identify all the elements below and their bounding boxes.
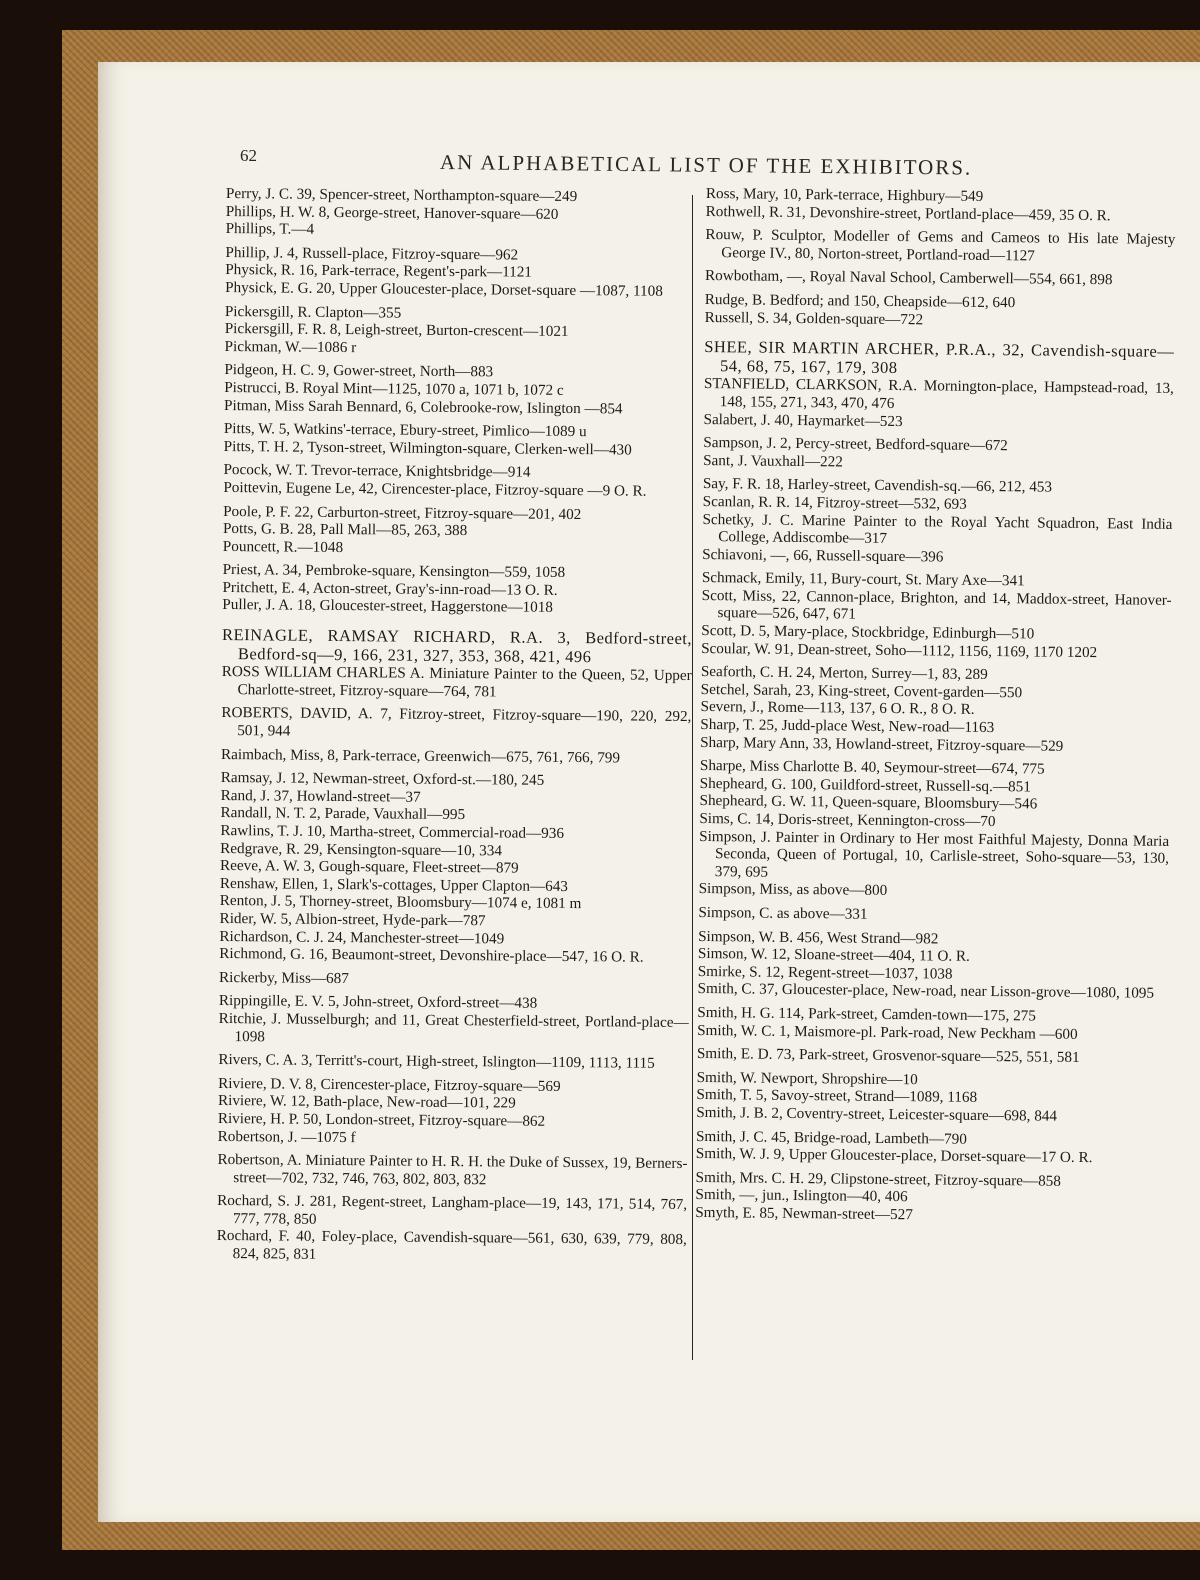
exhibitor-entry-text: Smith, —, jun., Islington—40, 406: [695, 1186, 908, 1206]
exhibitor-entry-text: Seaforth, C. H. 24, Merton, Surrey—1, 83, 289: [700, 663, 988, 684]
exhibitor-entry: [225, 338, 695, 360]
exhibitor-entry-text: Say, F. R. 18, Harley-street, Cavendish-sq.—66, 212, 453: [702, 475, 1053, 496]
exhibitor-entry-text: Rudge, B. Bedford; and 150, Cheapside—612, 640: [704, 290, 1016, 312]
exhibitor-entry-text: Rochard, F. 40, Foley-place, Cavendish-square—561, 630, 639, 779, 808, 824, 825, 831: [216, 1227, 687, 1263]
exhibitor-entry-text: Scanlan, R. R. 14, Fitzroy-street—532, 693: [702, 492, 967, 513]
exhibitor-entry: [223, 538, 693, 560]
exhibitor-entry: [217, 1192, 687, 1231]
exhibitor-entry-text: Poittevin, Eugene Le, 42, Cirencester-place, Fitzroy-square —9 O. R.: [223, 478, 647, 500]
exhibitor-entry: [705, 309, 1175, 332]
exhibitor-entry-text: Renshaw, Ellen, 1, Slark's-cottages, Upper Clapton—643: [219, 874, 569, 895]
exhibitor-entry: [698, 904, 1168, 927]
exhibitor-entry-text: Smith, W. C. 1, Maismore-pl. Park-road, New Peckham —600: [697, 1021, 1078, 1043]
exhibitor-entry-text: Shepheard, G. 100, Guildford-street, Russell-sq.—851: [699, 774, 1031, 796]
exhibitor-entry-text: Pitts, T. H. 2, Tyson-street, Wilmington-square, Clerken-well—430: [223, 437, 632, 459]
exhibitor-entry-text: Rider, W. 5, Albion-street, Hyde-park—787: [219, 909, 486, 930]
exhibitor-entry-text: Smith, W. J. 9, Upper Gloucester-place, Dorset-square—17 O. R.: [695, 1145, 1093, 1167]
exhibitor-entry-text: Sant, J. Vauxhall—222: [703, 451, 843, 471]
exhibitor-entry: [218, 1127, 688, 1149]
exhibitor-entry: [702, 510, 1172, 550]
exhibitor-entry-text: Phillip, J. 4, Russell-place, Fitzroy-square—962: [225, 243, 519, 264]
exhibitor-entry-text: SHEE, SIR MARTIN ARCHER, P.R.A., 32, Cavendish-square—54, 68, 75, 167, 179, 308: [704, 337, 1175, 377]
exhibitor-entry-text: Pitts, W. 5, Watkins'-terrace, Ebury-street, Pimlico—1089 u: [223, 420, 587, 441]
exhibitor-entry-text: Schiavoni, —, 66, Russell-square—396: [702, 545, 944, 566]
exhibitor-entry: [224, 397, 694, 419]
exhibitor-entry-text: Pistrucci, B. Royal Mint—1125, 1070 a, 1071 b, 1072 c: [224, 378, 564, 399]
exhibitor-entry: [699, 828, 1170, 886]
exhibitor-entry: [704, 375, 1174, 415]
exhibitor-entry-text: Phillips, T.—4: [225, 220, 315, 238]
exhibitor-entry: [218, 1051, 688, 1073]
exhibitor-entry: [701, 587, 1171, 627]
exhibitor-entry-text: Smirke, S. 12, Regent-street—1037, 1038: [697, 962, 953, 983]
exhibitor-entry-text: Pritchett, E. 4, Acton-street, Gray's-inn-road—13 O. R.: [222, 578, 558, 599]
exhibitor-entry: [218, 1010, 688, 1049]
exhibitor-entry-text: ROBERTS, DAVID, A. 7, Fitzroy-street, Fitzroy-square—190, 220, 292, 501, 944: [221, 704, 692, 740]
exhibitor-entry-text: Rivers, C. A. 3, Territt's-court, High-street, Islington—1109, 1113, 1115: [218, 1051, 655, 1072]
right-column: [695, 185, 1176, 1226]
exhibitor-entry-text: Rawlins, T. J. 10, Martha-street, Commercial-road—936: [220, 821, 565, 842]
exhibitor-entry: [217, 1151, 687, 1190]
exhibitor-entry-text: Simson, W. 12, Sloane-street—404, 11 O. R.: [697, 945, 970, 965]
exhibitor-entry: [219, 945, 689, 967]
exhibitor-entry-text: Smith, C. 37, Gloucester-place, New-road, near Lisson-grove—1080, 1095: [697, 980, 1155, 1003]
exhibitor-entry-text: Sharp, Mary Ann, 33, Howland-street, Fitzroy-square—529: [700, 733, 1064, 755]
left-column: [217, 185, 696, 1267]
exhibitor-entry-text: Simpson, W. B. 456, West Strand—982: [698, 927, 939, 948]
exhibitor-entry-text: Ross, Mary, 10, Park-terrace, Highbury—549: [705, 185, 984, 205]
exhibitor-entry-text: Priest, A. 34, Pembroke-square, Kensington—559, 1058: [222, 561, 566, 582]
exhibitor-entry-text: Shepheard, G. W. 11, Queen-square, Bloomsbury—546: [699, 792, 1038, 813]
exhibitor-entry-text: Robertson, A. Miniature Painter to H. R. H. the Duke of Sussex, 19, Berners-street—702, 732, 746, 763, 802, 803, 832: [217, 1151, 688, 1188]
exhibitor-entry-text: Scott, D. 5, Mary-place, Stockbridge, Edinburgh—510: [701, 622, 1035, 643]
exhibitor-entry-text: Simpson, Miss, as above—800: [698, 880, 888, 900]
exhibitor-entry-text: Phillips, H. W. 8, George-street, Hanover-square—620: [225, 202, 559, 223]
exhibitor-entry-text: Pickman, W.—1086 r: [224, 337, 357, 356]
exhibitor-entry: [706, 203, 1176, 226]
exhibitor-entry: [696, 1145, 1166, 1168]
exhibitor-entry-text: Puller, J. A. 18, Gloucester-street, Haggerstone—1018: [222, 596, 554, 617]
exhibitor-entry: [702, 546, 1172, 569]
exhibitor-entry-text: Smith, Mrs. C. H. 29, Clipstone-street, Fitzroy-square—858: [695, 1168, 1062, 1190]
exhibitor-entry: [703, 411, 1173, 434]
exhibitor-entry-text: Pocock, W. T. Trevor-terrace, Knightsbridge—914: [223, 461, 531, 481]
exhibitor-entry-text: Rickerby, Miss—687: [219, 968, 349, 987]
exhibitor-entry-text: Salabert, J. 40, Haymarket—523: [703, 410, 903, 430]
exhibitor-entry-text: Poole, P. F. 22, Carburton-street, Fitzroy-square—201, 402: [223, 502, 582, 523]
column-divider: [692, 195, 693, 1360]
exhibitor-entry-text: Russell, S. 34, Golden-square—722: [704, 308, 924, 328]
exhibitor-entry-text: Rand, J. 37, Howland-street—37: [220, 786, 421, 806]
exhibitor-entry: [217, 1227, 687, 1266]
exhibitor-entry-text: Simpson, J. Painter in Ordinary to Her most Faithful Majesty, Donna Maria Seconda, Queen of Portugal, 10, Carlisle-street, Soho-square—53, 130, 379, 695: [699, 827, 1170, 881]
exhibitor-entry: [705, 226, 1175, 266]
exhibitor-entry-text: Robertson, J. —1075 f: [217, 1127, 356, 1146]
exhibitor-entry: [225, 279, 695, 301]
exhibitor-entry-text: Schmack, Emily, 11, Bury-court, St. Mary Axe—341: [701, 569, 1025, 590]
exhibitor-entry: [700, 734, 1170, 757]
exhibitor-entry-text: Smyth, E. 85, Newman-street—527: [695, 1203, 913, 1224]
exhibitor-entry: [697, 980, 1167, 1003]
exhibitor-entry-text: Rochard, S. J. 281, Regent-street, Langham-place—19, 143, 171, 514, 767, 777, 778, 850: [217, 1192, 688, 1228]
exhibitor-entry-text: Scott, Miss, 22, Cannon-place, Brighton, and 14, Maddox-street, Hanover-square—526, 647, 671: [701, 586, 1172, 624]
exhibitor-entry: [697, 1045, 1167, 1068]
exhibitor-entry-text: Smith, J. C. 45, Bridge-road, Lambeth—790: [695, 1127, 967, 1148]
exhibitor-entry-text: Rothwell, R. 31, Devonshire-street, Portland-place—459, 35 O. R.: [705, 202, 1111, 224]
exhibitor-entry-text: Reeve, A. W. 3, Gough-square, Fleet-street—879: [219, 857, 519, 877]
exhibitor-entry-text: Sampson, J. 2, Percy-street, Bedford-square—672: [703, 434, 1008, 455]
exhibitor-entry: [697, 1021, 1167, 1044]
exhibitor-entry: [222, 626, 692, 667]
exhibitor-entry: [704, 338, 1174, 380]
exhibitor-entry-text: Pickersgill, R. Clapton—355: [224, 302, 402, 322]
exhibitor-entry-text: Sharpe, Miss Charlotte B. 40, Seymour-street—674, 775: [699, 757, 1045, 778]
exhibitor-entry-text: Rowbotham, —, Royal Naval School, Camberwell—554, 661, 898: [704, 267, 1113, 289]
exhibitor-entry: [705, 267, 1175, 290]
exhibitor-entry-text: Raimbach, Miss, 8, Park-terrace, Greenwich—675, 761, 766, 799: [220, 745, 621, 767]
exhibitor-entry: [222, 596, 692, 618]
exhibitor-entry-text: Pouncett, R.—1048: [222, 537, 344, 556]
exhibitor-entry-text: Richmond, G. 16, Beaumont-street, Devonshire-place—547, 16 O. R.: [219, 945, 644, 966]
exhibitor-entry-text: Physick, E. G. 20, Upper Gloucester-place, Dorset-square —1087, 1108: [225, 278, 663, 300]
exhibitor-entry-text: Simpson, C. as above—331: [698, 903, 868, 923]
exhibitor-entry-text: Redgrave, R. 29, Kensington-square—10, 334: [220, 839, 503, 860]
exhibitor-entry-text: Severn, J., Rome—113, 137, 6 O. R., 8 O. R.: [700, 698, 975, 719]
exhibitor-entry: [222, 663, 692, 702]
exhibitor-entry-text: Riviere, D. V. 8, Cirencester-place, Fitzroy-square—569: [218, 1074, 561, 1095]
exhibitor-entry: [696, 1104, 1166, 1127]
exhibitor-entry-text: Sharp, T. 25, Judd-place West, New-road—1163: [700, 716, 995, 737]
page-number: 62: [240, 146, 257, 165]
exhibitor-entry-text: Smith, H. G. 114, Park-street, Camden-town—175, 275: [697, 1003, 1036, 1025]
exhibitor-entry-text: Smith, T. 5, Savoy-street, Strand—1089, 1168: [696, 1086, 978, 1107]
exhibitor-entry-text: Physick, R. 16, Park-terrace, Regent's-park—1121: [225, 261, 533, 282]
exhibitor-entry: [699, 880, 1169, 903]
exhibitor-entry-text: Pidgeon, H. C. 9, Gower-street, North—883: [224, 361, 494, 381]
exhibitor-entry: [221, 746, 691, 768]
exhibitor-entry-text: Scoular, W. 91, Dean-street, Soho—1112, 1156, 1169, 1170 1202: [701, 639, 1098, 661]
exhibitor-entry: [224, 438, 694, 460]
exhibitor-entry-text: Rouw, P. Sculptor, Modeller of Gems and Cameos to His late Majesty George IV., 80, Norton-street, Portland-road—1127: [705, 226, 1176, 265]
exhibitor-entry-text: Richardson, C. J. 24, Manchester-street—1049: [219, 927, 505, 948]
exhibitor-entry: [226, 220, 696, 242]
exhibitor-entry-text: Renton, J. 5, Thorney-street, Bloomsbury—1074 e, 1081 m: [219, 892, 582, 913]
exhibitor-entry-text: Pickersgill, F. R. 8, Leigh-street, Burton-crescent—1021: [224, 320, 569, 341]
exhibitor-entry-text: Smith, W. Newport, Shropshire—10: [696, 1068, 918, 1088]
exhibitor-entry-text: Riviere, W. 12, Bath-place, New-road—101, 229: [217, 1092, 516, 1112]
exhibitor-entry-text: Potts, G. B. 28, Pall Mall—85, 263, 388: [222, 520, 468, 540]
exhibitor-entry-text: Ritchie, J. Musselburgh; and 11, Great Chesterfield-street, Portland-place—1098: [218, 1009, 689, 1045]
exhibitor-entry: [221, 704, 691, 743]
exhibitor-entry-text: Perry, J. C. 39, Spencer-street, Northampton-square—249: [225, 185, 578, 206]
exhibitor-entry-text: Pitman, Miss Sarah Bennard, 6, Colebrooke-row, Islington —854: [224, 396, 623, 418]
running-head: AN ALPHABETICAL LIST OF THE EXHIBITORS.: [439, 150, 973, 180]
exhibitor-entry-text: REINAGLE, RAMSAY RICHARD, R.A. 3, Bedford-street, Bedford-sq—9, 166, 231, 327, 353, 368, 421, 496: [221, 625, 693, 666]
exhibitor-entry-text: Smith, E. D. 73, Park-street, Grosvenor-square—525, 551, 581: [696, 1045, 1080, 1067]
exhibitor-entry: [701, 640, 1171, 663]
exhibitor-entry-text: Sims, C. 14, Doris-street, Kennington-cross—70: [699, 809, 996, 831]
exhibitor-entry-text: ROSS WILLIAM CHARLES A. Miniature Painter to the Queen, 52, Upper Charlotte-street, Fitzroy-square—764, 781: [221, 663, 692, 701]
exhibitor-entry-text: Riviere, H. P. 50, London-street, Fitzroy-square—862: [217, 1109, 546, 1130]
exhibitor-entry-text: Smith, J. B. 2, Coventry-street, Leicester-square—698, 844: [696, 1103, 1058, 1125]
exhibitor-entry: [223, 479, 693, 501]
exhibitor-entry-text: Schetky, J. C. Marine Painter to the Royal Yacht Squadron, East India College, Addiscombe—317: [702, 510, 1173, 548]
exhibitor-entry: [703, 452, 1173, 475]
exhibitor-entry-text: Rippingille, E. V. 5, John-street, Oxford-street—438: [218, 992, 538, 1013]
exhibitor-entry-text: Ramsay, J. 12, Newman-street, Oxford-st.—180, 245: [220, 769, 545, 790]
exhibitor-entry-text: Setchel, Sarah, 23, King-street, Covent-garden—550: [700, 680, 1023, 702]
exhibitor-entry-text: STANFIELD, CLARKSON, R.A. Mornington-place, Hampstead-road, 13, 148, 155, 271, 343, 470, 476: [703, 375, 1174, 412]
exhibitor-entry-text: Randall, N. T. 2, Parade, Vauxhall—995: [220, 804, 466, 824]
exhibitor-entry: [219, 969, 689, 991]
